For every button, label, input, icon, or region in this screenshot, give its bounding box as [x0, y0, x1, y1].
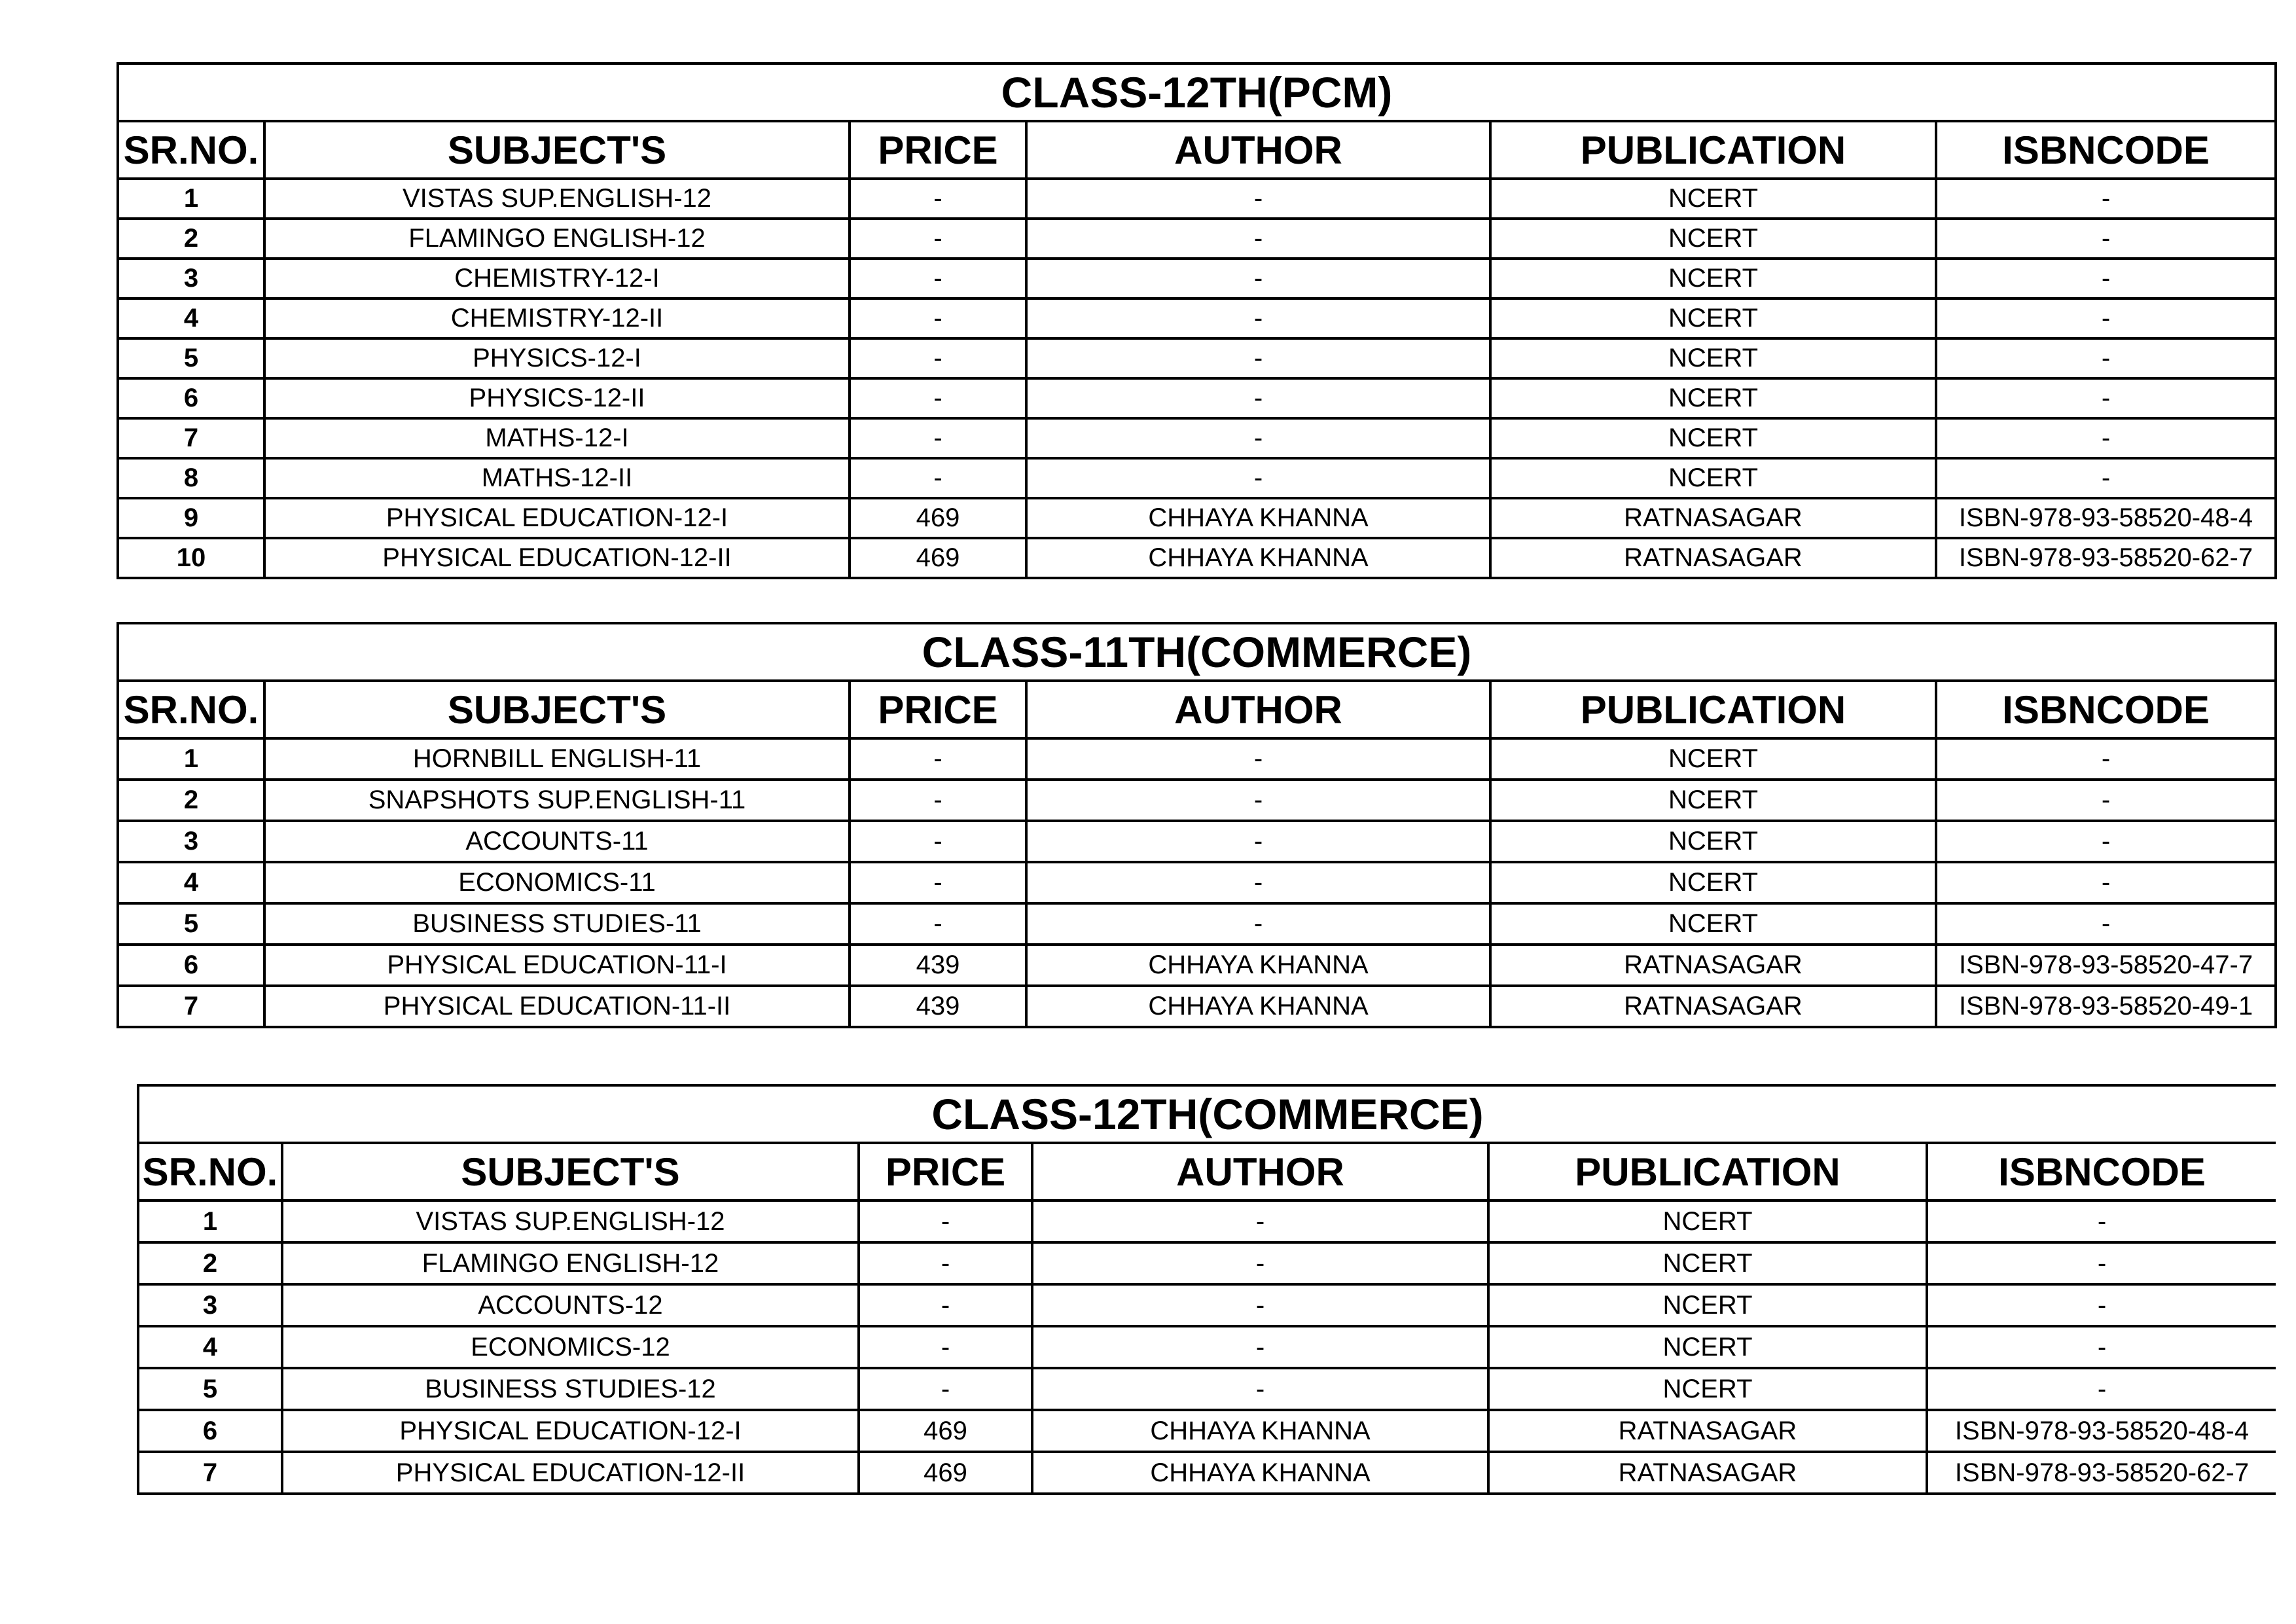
- cell-publication: NCERT: [1490, 298, 1936, 338]
- cell-sr-no: 6: [138, 1410, 282, 1452]
- cell-author: -: [1032, 1242, 1488, 1284]
- table-row: [118, 378, 2276, 418]
- cell-price: 469: [850, 498, 1026, 538]
- cell-price: -: [850, 862, 1026, 903]
- cell-author: CHHAYA KHANNA: [1032, 1410, 1488, 1452]
- cell-isbn: -: [1927, 1284, 2276, 1326]
- cell-price: 469: [859, 1410, 1032, 1452]
- cell-subject: MATHS-12-I: [264, 418, 850, 458]
- table-body: [118, 63, 2276, 578]
- header-sr-no: SR.NO.: [138, 1143, 282, 1200]
- cell-author: -: [1026, 903, 1490, 945]
- table-row: [118, 903, 2276, 945]
- cell-sr-no: 2: [138, 1242, 282, 1284]
- header-publication: PUBLICATION: [1490, 121, 1936, 179]
- cell-price: -: [850, 378, 1026, 418]
- cell-isbn: -: [1936, 738, 2276, 780]
- cell-isbn: -: [1936, 458, 2276, 498]
- table-title-row: [118, 63, 2276, 121]
- cell-author: CHHAYA KHANNA: [1032, 1452, 1488, 1494]
- cell-price: -: [859, 1284, 1032, 1326]
- header-sr-no: SR.NO.: [118, 121, 264, 179]
- table-row: [138, 1284, 2276, 1326]
- cell-isbn: -: [1936, 298, 2276, 338]
- header-subject: SUBJECT'S: [264, 121, 850, 179]
- header-author: AUTHOR: [1026, 121, 1490, 179]
- table-row: [118, 179, 2276, 219]
- table-row: [118, 780, 2276, 821]
- book-list-table-class-11-commerce: [117, 622, 2277, 1028]
- cell-subject: ACCOUNTS-12: [282, 1284, 859, 1326]
- cell-publication: RATNASAGAR: [1488, 1410, 1927, 1452]
- cell-sr-no: 5: [118, 338, 264, 378]
- cell-author: -: [1026, 821, 1490, 862]
- table-row: [138, 1452, 2276, 1494]
- cell-subject: CHEMISTRY-12-II: [264, 298, 850, 338]
- cell-publication: NCERT: [1490, 862, 1936, 903]
- header-publication: PUBLICATION: [1490, 681, 1936, 738]
- cell-publication: NCERT: [1490, 418, 1936, 458]
- cell-publication: NCERT: [1488, 1284, 1927, 1326]
- cell-sr-no: 1: [118, 738, 264, 780]
- cell-sr-no: 7: [138, 1452, 282, 1494]
- cell-subject: PHYSICAL EDUCATION-12-II: [282, 1452, 859, 1494]
- cell-sr-no: 2: [118, 219, 264, 259]
- cell-author: -: [1026, 862, 1490, 903]
- cell-sr-no: 4: [118, 298, 264, 338]
- cell-subject: ACCOUNTS-11: [264, 821, 850, 862]
- cell-sr-no: 3: [118, 821, 264, 862]
- table-row: [118, 219, 2276, 259]
- table-title-row: [118, 623, 2276, 681]
- cell-isbn: -: [1936, 862, 2276, 903]
- cell-author: -: [1026, 378, 1490, 418]
- cell-price: -: [859, 1326, 1032, 1368]
- cell-subject: PHYSICAL EDUCATION-12-I: [264, 498, 850, 538]
- cell-price: -: [859, 1368, 1032, 1410]
- table-row: [118, 862, 2276, 903]
- cell-subject: VISTAS SUP.ENGLISH-12: [282, 1200, 859, 1242]
- header-isbn: ISBNCODE: [1927, 1143, 2276, 1200]
- cell-subject: PHYSICAL EDUCATION-12-I: [282, 1410, 859, 1452]
- cell-price: -: [850, 738, 1026, 780]
- cell-subject: ECONOMICS-12: [282, 1326, 859, 1368]
- cell-isbn: -: [1936, 418, 2276, 458]
- header-price: PRICE: [850, 121, 1026, 179]
- cell-subject: MATHS-12-II: [264, 458, 850, 498]
- cell-sr-no: 2: [118, 780, 264, 821]
- cell-publication: NCERT: [1488, 1242, 1927, 1284]
- cell-isbn: -: [1936, 219, 2276, 259]
- table-title: CLASS-12TH(PCM): [118, 63, 2276, 121]
- cell-sr-no: 10: [118, 538, 264, 578]
- cell-subject: PHYSICS-12-I: [264, 338, 850, 378]
- cell-sr-no: 1: [118, 179, 264, 219]
- cell-subject: CHEMISTRY-12-I: [264, 259, 850, 298]
- header-isbn: ISBNCODE: [1936, 121, 2276, 179]
- cell-price: -: [859, 1242, 1032, 1284]
- cell-publication: RATNASAGAR: [1490, 986, 1936, 1027]
- header-subject: SUBJECT'S: [264, 681, 850, 738]
- cell-isbn: ISBN-978-93-58520-48-4: [1936, 498, 2276, 538]
- book-list-table-class-12-commerce: [137, 1084, 2276, 1495]
- cell-isbn: ISBN-978-93-58520-47-7: [1936, 945, 2276, 986]
- cell-publication: RATNASAGAR: [1490, 945, 1936, 986]
- book-list-table-class-12-pcm: [117, 62, 2277, 579]
- cell-publication: NCERT: [1490, 378, 1936, 418]
- table-body: [118, 623, 2276, 1027]
- cell-sr-no: 8: [118, 458, 264, 498]
- cell-subject: FLAMINGO ENGLISH-12: [264, 219, 850, 259]
- cell-author: -: [1032, 1326, 1488, 1368]
- cell-publication: NCERT: [1490, 903, 1936, 945]
- header-sr-no: SR.NO.: [118, 681, 264, 738]
- cell-author: -: [1026, 338, 1490, 378]
- table-title-row: [138, 1085, 2276, 1143]
- cell-isbn: -: [1936, 338, 2276, 378]
- cell-publication: NCERT: [1488, 1368, 1927, 1410]
- cell-sr-no: 5: [138, 1368, 282, 1410]
- table-body: [138, 1085, 2276, 1494]
- cell-subject: HORNBILL ENGLISH-11: [264, 738, 850, 780]
- cell-author: CHHAYA KHANNA: [1026, 538, 1490, 578]
- cell-subject: SNAPSHOTS SUP.ENGLISH-11: [264, 780, 850, 821]
- cell-publication: RATNASAGAR: [1490, 538, 1936, 578]
- cell-sr-no: 4: [118, 862, 264, 903]
- cell-author: -: [1026, 780, 1490, 821]
- table-row: [138, 1410, 2276, 1452]
- cell-sr-no: 6: [118, 378, 264, 418]
- cell-price: -: [850, 418, 1026, 458]
- header-subject: SUBJECT'S: [282, 1143, 859, 1200]
- cell-publication: NCERT: [1490, 179, 1936, 219]
- cell-subject: PHYSICAL EDUCATION-12-II: [264, 538, 850, 578]
- cell-publication: NCERT: [1490, 259, 1936, 298]
- header-price: PRICE: [859, 1143, 1032, 1200]
- cell-subject: PHYSICS-12-II: [264, 378, 850, 418]
- cell-price: 439: [850, 986, 1026, 1027]
- table-row: [118, 458, 2276, 498]
- table-row: [118, 259, 2276, 298]
- cell-publication: NCERT: [1490, 780, 1936, 821]
- cell-subject: ECONOMICS-11: [264, 862, 850, 903]
- header-author: AUTHOR: [1032, 1143, 1488, 1200]
- cell-isbn: -: [1927, 1242, 2276, 1284]
- cell-author: -: [1032, 1284, 1488, 1326]
- cell-price: -: [850, 903, 1026, 945]
- cell-publication: NCERT: [1490, 738, 1936, 780]
- cell-price: -: [850, 458, 1026, 498]
- cell-price: -: [850, 780, 1026, 821]
- cell-sr-no: 4: [138, 1326, 282, 1368]
- cell-price: -: [850, 259, 1026, 298]
- cell-isbn: -: [1936, 821, 2276, 862]
- table-row: [118, 298, 2276, 338]
- cell-sr-no: 9: [118, 498, 264, 538]
- table-row: [138, 1326, 2276, 1368]
- table-row: [118, 538, 2276, 578]
- cell-subject: VISTAS SUP.ENGLISH-12: [264, 179, 850, 219]
- cell-publication: NCERT: [1490, 821, 1936, 862]
- cell-author: -: [1026, 738, 1490, 780]
- cell-sr-no: 7: [118, 418, 264, 458]
- table-row: [118, 821, 2276, 862]
- cell-subject: PHYSICAL EDUCATION-11-I: [264, 945, 850, 986]
- cell-price: 469: [859, 1452, 1032, 1494]
- cell-price: -: [850, 338, 1026, 378]
- cell-price: -: [859, 1200, 1032, 1242]
- cell-author: CHHAYA KHANNA: [1026, 498, 1490, 538]
- cell-isbn: -: [1927, 1368, 2276, 1410]
- table-row: [118, 738, 2276, 780]
- table-row: [118, 418, 2276, 458]
- table-row: [138, 1242, 2276, 1284]
- table-title: CLASS-12TH(COMMERCE): [138, 1085, 2276, 1143]
- cell-author: -: [1032, 1200, 1488, 1242]
- header-price: PRICE: [850, 681, 1026, 738]
- table-header-row: [118, 681, 2276, 738]
- cell-isbn: ISBN-978-93-58520-49-1: [1936, 986, 2276, 1027]
- cell-isbn: ISBN-978-93-58520-62-7: [1936, 538, 2276, 578]
- cell-author: -: [1026, 179, 1490, 219]
- table-title: CLASS-11TH(COMMERCE): [118, 623, 2276, 681]
- cell-sr-no: 1: [138, 1200, 282, 1242]
- cell-author: -: [1026, 298, 1490, 338]
- cell-sr-no: 3: [138, 1284, 282, 1326]
- table-row: [138, 1368, 2276, 1410]
- table-header-row: [118, 121, 2276, 179]
- cell-publication: NCERT: [1490, 219, 1936, 259]
- cell-subject: FLAMINGO ENGLISH-12: [282, 1242, 859, 1284]
- cell-author: -: [1026, 458, 1490, 498]
- cell-sr-no: 5: [118, 903, 264, 945]
- table-row: [138, 1200, 2276, 1242]
- cell-isbn: -: [1927, 1200, 2276, 1242]
- table-header-row: [138, 1143, 2276, 1200]
- table-row: [118, 498, 2276, 538]
- cell-sr-no: 6: [118, 945, 264, 986]
- cell-author: -: [1026, 259, 1490, 298]
- cell-author: -: [1026, 418, 1490, 458]
- cell-isbn: -: [1936, 903, 2276, 945]
- cell-isbn: ISBN-978-93-58520-62-7: [1927, 1452, 2276, 1494]
- cell-publication: NCERT: [1488, 1200, 1927, 1242]
- cell-subject: BUSINESS STUDIES-12: [282, 1368, 859, 1410]
- cell-publication: NCERT: [1488, 1326, 1927, 1368]
- cell-isbn: ISBN-978-93-58520-48-4: [1927, 1410, 2276, 1452]
- cell-author: -: [1032, 1368, 1488, 1410]
- cell-subject: PHYSICAL EDUCATION-11-II: [264, 986, 850, 1027]
- cell-price: -: [850, 179, 1026, 219]
- table-row: [118, 986, 2276, 1027]
- cell-sr-no: 3: [118, 259, 264, 298]
- cell-price: -: [850, 298, 1026, 338]
- cell-price: 439: [850, 945, 1026, 986]
- cell-sr-no: 7: [118, 986, 264, 1027]
- header-author: AUTHOR: [1026, 681, 1490, 738]
- cell-subject: BUSINESS STUDIES-11: [264, 903, 850, 945]
- cell-author: CHHAYA KHANNA: [1026, 986, 1490, 1027]
- cell-publication: NCERT: [1490, 458, 1936, 498]
- cell-author: CHHAYA KHANNA: [1026, 945, 1490, 986]
- table-row: [118, 338, 2276, 378]
- cell-publication: NCERT: [1490, 338, 1936, 378]
- cell-isbn: -: [1936, 179, 2276, 219]
- cell-isbn: -: [1936, 259, 2276, 298]
- table-row: [118, 945, 2276, 986]
- cell-publication: RATNASAGAR: [1488, 1452, 1927, 1494]
- header-publication: PUBLICATION: [1488, 1143, 1927, 1200]
- cell-price: -: [850, 821, 1026, 862]
- cell-price: -: [850, 219, 1026, 259]
- header-isbn: ISBNCODE: [1936, 681, 2276, 738]
- cell-publication: RATNASAGAR: [1490, 498, 1936, 538]
- cell-price: 469: [850, 538, 1026, 578]
- cell-isbn: -: [1936, 780, 2276, 821]
- cell-isbn: -: [1936, 378, 2276, 418]
- cell-isbn: -: [1927, 1326, 2276, 1368]
- cell-author: -: [1026, 219, 1490, 259]
